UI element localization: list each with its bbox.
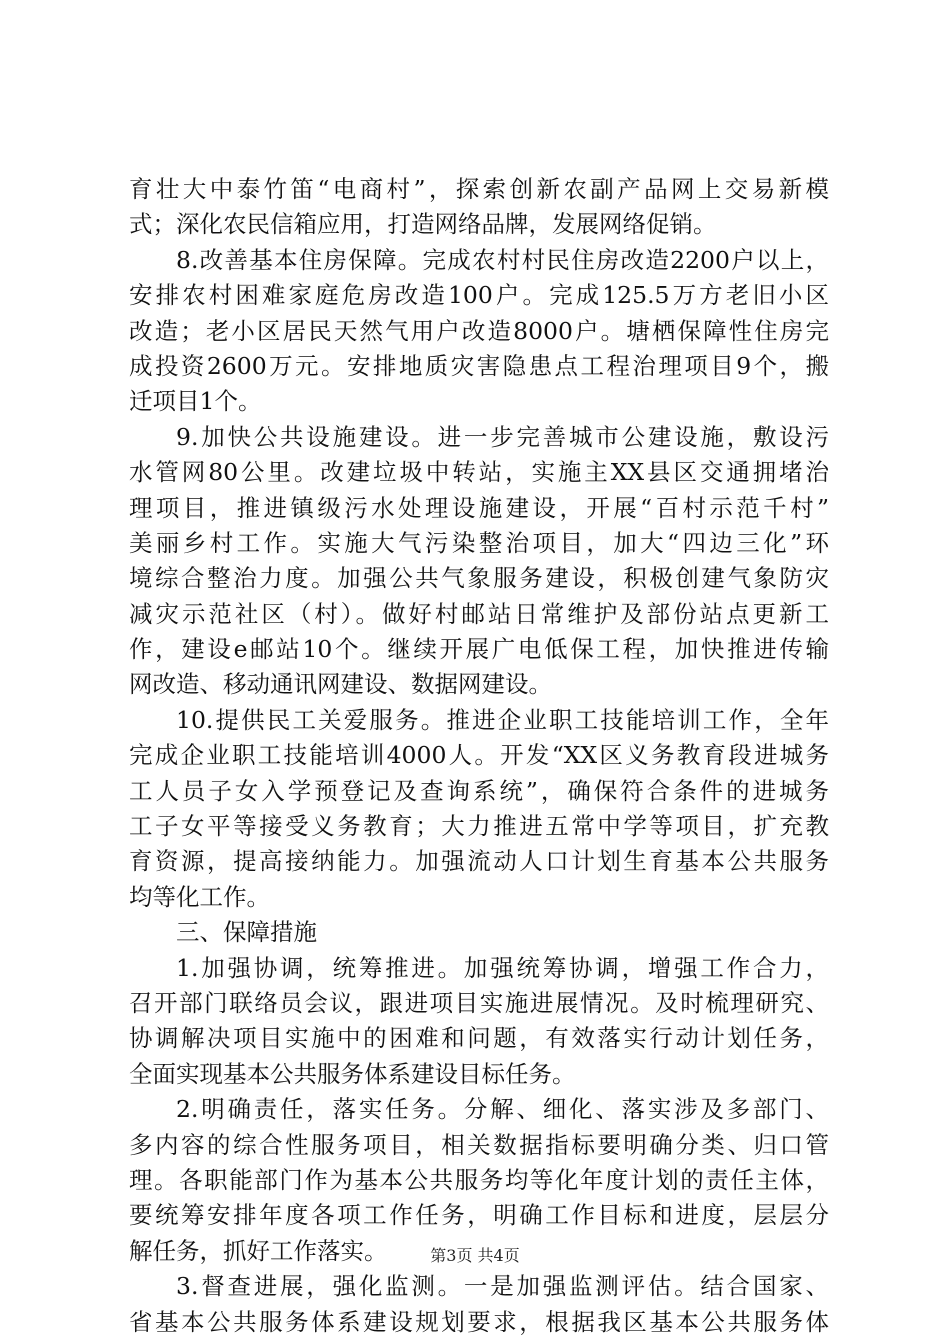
page-number-label: 第3页 共4页 [430,1246,520,1265]
text-line: 8.改善基本住房保障。完成农村村民住房改造2200户以上， [176,245,829,274]
text-line: 3.督查进展，强化监测。一是加强监测评估。结合国家、 [176,1272,829,1301]
text-line: 工子女平等接受义务教育；大力推进五常中学等项目，扩充教 [129,812,829,841]
text-line: 育壮大中泰竹笛“电商村”，探索创新农副产品网上交易新模 [129,175,829,203]
text-line: 10.提供民工关爱服务。推进企业职工技能培训工作，全年 [176,705,829,734]
text-line: 9.加快公共设施建设。进一步完善城市公建设施，敷设污 [176,422,829,451]
text-line: 网改造、移动通讯网建设、数据网建设。 [129,670,552,699]
text-line: 全面实现基本公共服务体系建设目标任务。 [129,1059,576,1088]
text-line: 减灾示范社区（村）。做好村邮站日常维护及部份站点更新工 [129,599,829,628]
text-line: 安排农村困难家庭危房改造100户。完成125.5万方老旧小区 [129,281,829,310]
text-line: 均等化工作。 [129,882,270,911]
page-footer [0,1243,950,1266]
text-line: 成投资2600万元。安排地质灾害隐患点工程治理项目9个，搬 [129,351,829,380]
text-line: 多内容的综合性服务项目，相关数据指标要明确分类、归口管 [129,1130,829,1159]
text-line: 协调解决项目实施中的困难和问题，有效落实行动计划任务， [129,1024,829,1053]
text-line: 育资源，提高接纳能力。加强流动人口计划生育基本公共服务 [129,847,829,876]
text-line: 改造；老小区居民天然气用户改造8000户。塘栖保障性住房完 [129,316,829,345]
text-line: 解任务，抓好工作落实。 [129,1236,388,1265]
text-line: 理项目，推进镇级污水处理设施建设，开展“百村示范千村” [129,493,829,522]
text-line: 完成企业职工技能培训4000人。开发“XX区义务教育段进城务 [129,741,829,770]
text-line: 式；深化农民信箱应用，打造网络品牌，发展网络促销。 [129,210,717,239]
body-text [129,172,829,1340]
text-line: 召开部门联络员会议，跟进项目实施进展情况。及时梳理研究、 [129,988,829,1017]
text-line: 2.明确责任，落实任务。分解、细化、落实涉及多部门、 [176,1095,829,1124]
text-line: 工人员子女入学预登记及查询系统”，确保符合条件的进城务 [129,776,829,805]
text-line: 迁项目1个。 [129,387,262,416]
text-line: 作，建设e邮站10个。继续开展广电低保工程，加快推进传输 [129,635,829,664]
section-heading: 三、保障措施 [176,918,317,947]
text-line: 境综合整治力度。加强公共气象服务建设，积极创建气象防灾 [129,564,829,593]
text-line: 美丽乡村工作。实施大气污染整治项目，加大“四边三化”环 [129,528,829,557]
text-line: 要统筹安排年度各项工作任务，明确工作目标和进度，层层分 [129,1201,829,1230]
text-line: 省基本公共服务体系建设规划要求，根据我区基本公共服务体 [129,1307,829,1336]
text-line: 1.加强协调，统筹推进。加强统筹协调，增强工作合力， [176,953,829,982]
text-line: 理。各职能部门作为基本公共服务均等化年度计划的责任主体， [129,1165,829,1194]
text-line: 水管网80公里。改建垃圾中转站，实施主XX县区交通拥堵治 [129,458,829,487]
